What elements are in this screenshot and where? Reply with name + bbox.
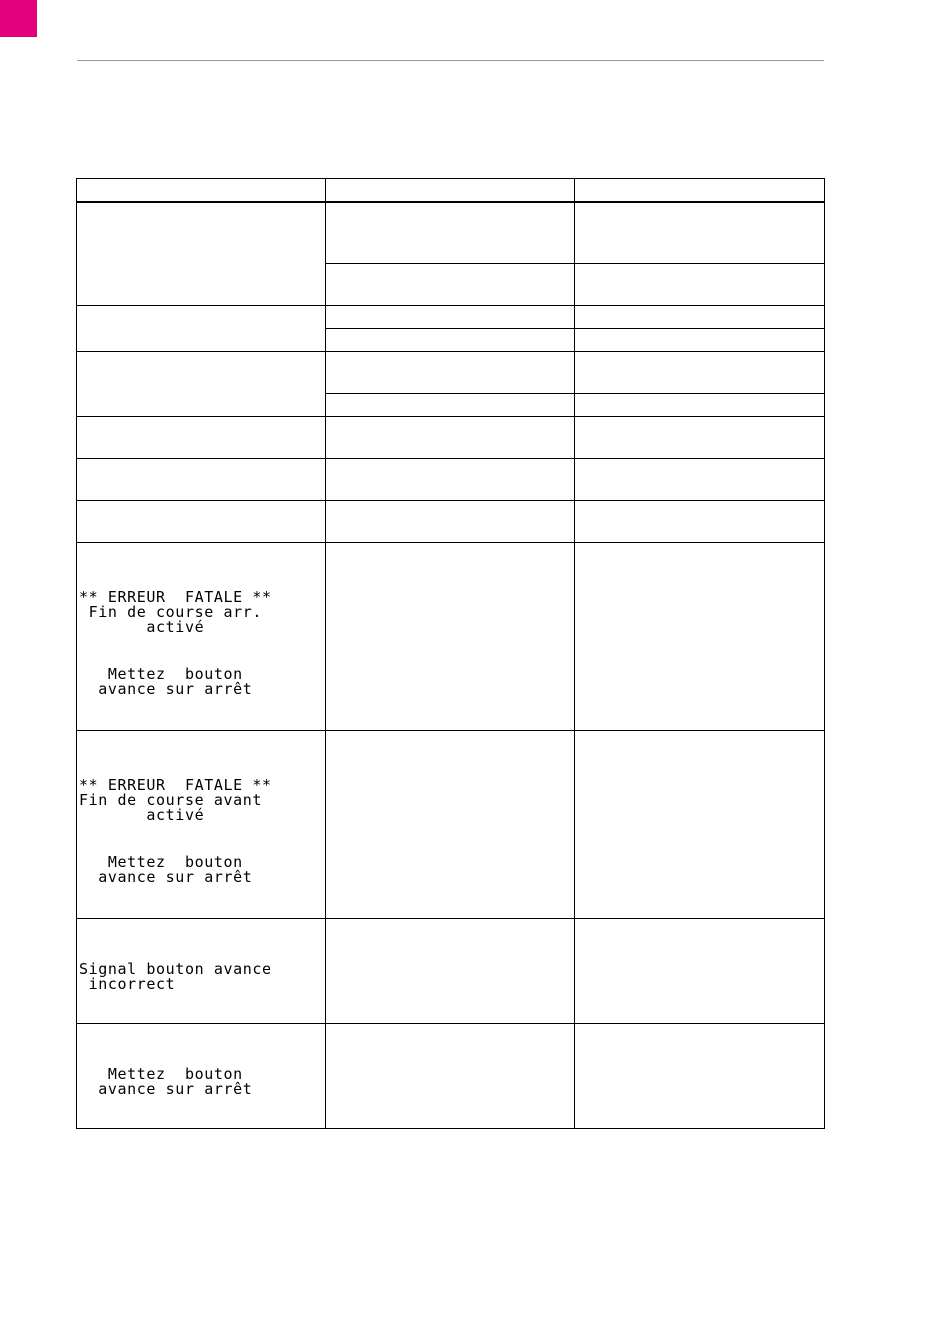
lcd-line: avance sur arrêt (79, 679, 253, 698)
lcd-message-front-limit (77, 775, 325, 824)
lcd-line: Fin de course avant (79, 790, 262, 809)
header-rule (77, 60, 824, 61)
display-cell (77, 458, 326, 500)
page-corner-mark (0, 0, 37, 37)
table-row (77, 1023, 825, 1128)
cause-cell (326, 918, 575, 1023)
table-row (77, 458, 825, 500)
header-cell-display (77, 179, 326, 203)
lcd-line: Fin de course arr. (79, 602, 262, 621)
remedy-cell (575, 458, 825, 500)
lcd-line: ** ERREUR FATALE ** (79, 587, 272, 606)
lcd-line: avance sur arrêt (79, 1079, 253, 1098)
lcd-line: Mettez bouton (79, 664, 243, 683)
display-cell (77, 1023, 326, 1128)
lcd-line: incorrect (79, 974, 176, 993)
lcd-message-feed-signal (77, 959, 325, 993)
table-row (77, 202, 825, 263)
cause-cell (326, 458, 575, 500)
display-cell (77, 500, 326, 542)
cause-cell (326, 730, 575, 918)
remedy-cell (575, 730, 825, 918)
display-cell (77, 416, 326, 458)
remedy-cell (575, 393, 825, 416)
cause-cell (326, 416, 575, 458)
lcd-line: Mettez bouton (79, 1064, 243, 1083)
cause-cell (326, 542, 575, 730)
display-cell (77, 305, 326, 351)
remedy-cell (575, 263, 825, 305)
lcd-line: activé (79, 805, 205, 824)
cause-cell (326, 351, 575, 393)
table-row (77, 918, 825, 1023)
table-row (77, 416, 825, 458)
cause-cell (326, 393, 575, 416)
lcd-line: avance sur arrêt (79, 867, 253, 886)
remedy-cell (575, 351, 825, 393)
lcd-instruction-front-limit (77, 852, 325, 886)
remedy-cell (575, 1023, 825, 1128)
lcd-line: Signal bouton avance (79, 959, 272, 978)
cause-cell (326, 263, 575, 305)
remedy-cell (575, 202, 825, 263)
table-header-row (77, 179, 825, 203)
remedy-cell (575, 500, 825, 542)
table-row (77, 542, 825, 730)
table-row (77, 351, 825, 393)
table-row (77, 730, 825, 918)
lcd-line: ** ERREUR FATALE ** (79, 775, 272, 794)
cause-cell (326, 305, 575, 328)
lcd-instruction-set-off (77, 1064, 325, 1098)
remedy-cell (575, 305, 825, 328)
table-row (77, 500, 825, 542)
cause-cell (326, 1023, 575, 1128)
lcd-line: Mettez bouton (79, 852, 243, 871)
display-cell (77, 918, 326, 1023)
lcd-line: activé (79, 617, 205, 636)
header-cell-remedy (575, 179, 825, 203)
header-cell-cause (326, 179, 575, 203)
remedy-cell (575, 542, 825, 730)
display-cell (77, 730, 326, 918)
cause-cell (326, 328, 575, 351)
table-row (77, 305, 825, 328)
lcd-instruction-rear-limit (77, 664, 325, 698)
remedy-cell (575, 918, 825, 1023)
display-cell (77, 542, 326, 730)
remedy-cell (575, 416, 825, 458)
remedy-cell (575, 328, 825, 351)
cause-cell (326, 202, 575, 263)
display-cell (77, 202, 326, 305)
error-table (76, 178, 825, 1129)
lcd-message-rear-limit (77, 587, 325, 636)
cause-cell (326, 500, 575, 542)
display-cell (77, 351, 326, 416)
